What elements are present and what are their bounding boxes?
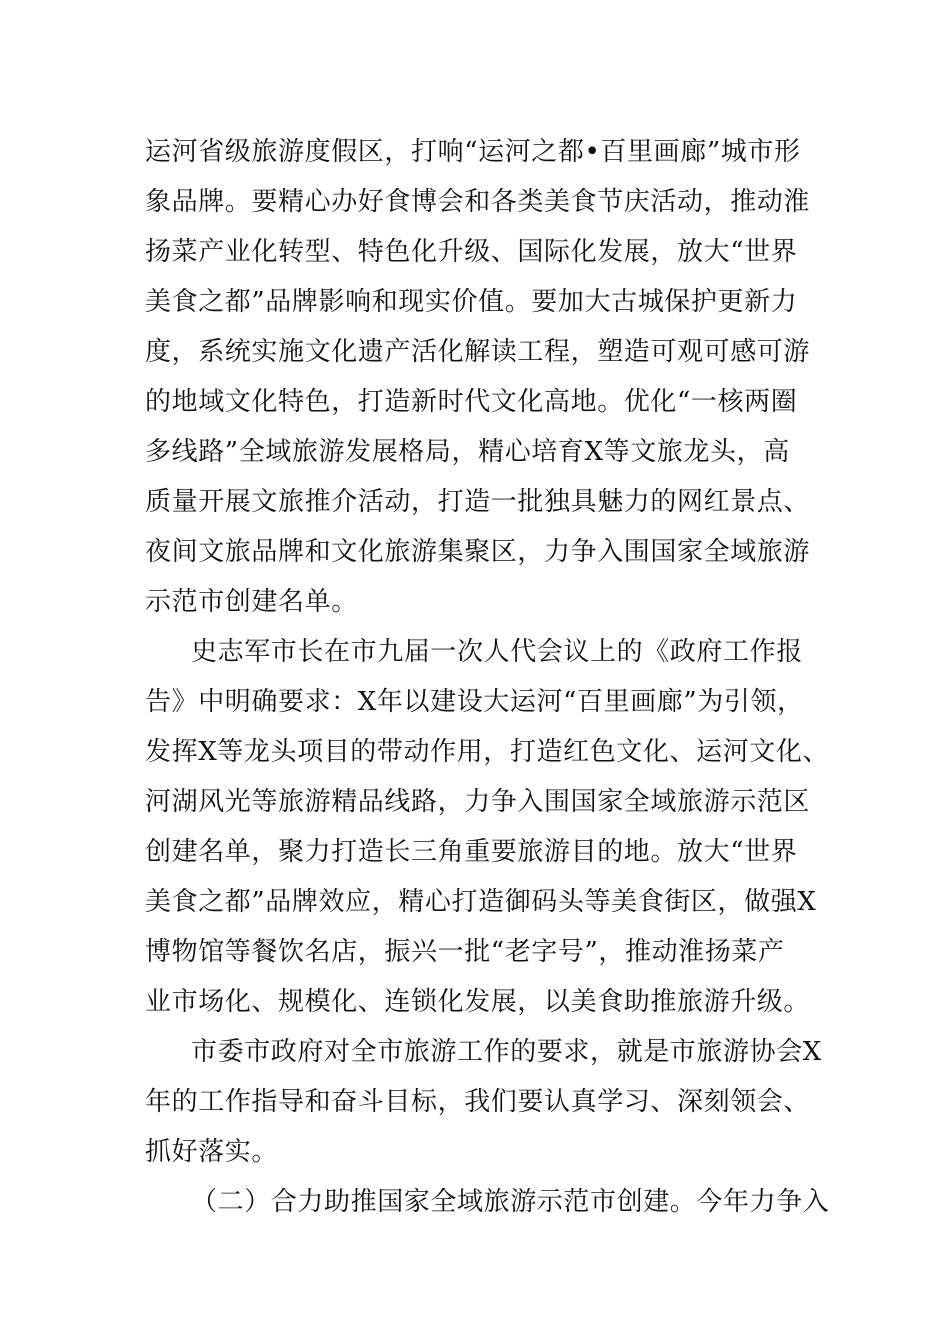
text-line-7: 多线路”全域旅游发展格局，精心培育X等文旅龙头，高 (145, 437, 790, 467)
text-line-20: 年的工作指导和奋斗目标，我们要认真学习、深刻领会、 (145, 1087, 811, 1117)
text-line-1: 运河省级旅游度假区，打响“运河之都•百里画廊”城市形 (145, 137, 801, 167)
text-line-3: 扬菜产业化转型、特色化升级、国际化发展，放大“世界 (145, 237, 798, 267)
text-line-14: 河湖风光等旅游精品线路，力争入围国家全域旅游示范区 (145, 787, 811, 817)
paragraph-start-line: 市委市政府对全市旅游工作的要求，就是市旅游协会X (191, 1037, 822, 1067)
text-line-15: 创建名单，聚力打造长三角重要旅游目的地。放大“世界 (145, 837, 798, 867)
text-line-16: 美食之都”品牌效应，精心打造御码头等美食街区，做强X (145, 887, 817, 917)
text-line-18: 业市场化、规模化、连锁化发展，以美食助推旅游升级。 (145, 987, 811, 1017)
text-line-21: 抓好落实。 (145, 1137, 279, 1167)
document-body (145, 127, 830, 1227)
text-line-13: 发挥X等龙头项目的带动作用，打造红色文化、运河文化、 (145, 737, 830, 767)
paragraph-start-line: 史志军市长在市九届一次人代会议上的《政府工作报 (191, 637, 803, 667)
section-heading-line: （二）合力助推国家全域旅游示范市创建。今年力争入 (191, 1187, 830, 1217)
text-line-6: 的地域文化特色，打造新时代文化高地。优化“一核两圈 (145, 387, 798, 417)
text-line-5: 度，系统实施文化遗产活化解读工程，塑造可观可感可游 (145, 337, 811, 367)
text-line-9: 夜间文旅品牌和文化旅游集聚区，力争入围国家全域旅游 (145, 537, 811, 567)
text-line-8: 质量开展文旅推介活动，打造一批独具魅力的网红景点、 (145, 487, 811, 517)
text-line-10: 示范市创建名单。 (145, 587, 358, 617)
text-line-12: 告》中明确要求：X年以建设大运河“百里画廊”为引领， (145, 687, 804, 717)
text-line-4: 美食之都”品牌影响和现实价值。要加大古城保护更新力 (145, 287, 798, 317)
text-line-2: 象品牌。要精心办好食博会和各类美食节庆活动，推动淮 (145, 187, 811, 217)
text-line-17: 博物馆等餐饮名店，振兴一批“老字号”，推动淮扬菜产 (145, 937, 785, 967)
